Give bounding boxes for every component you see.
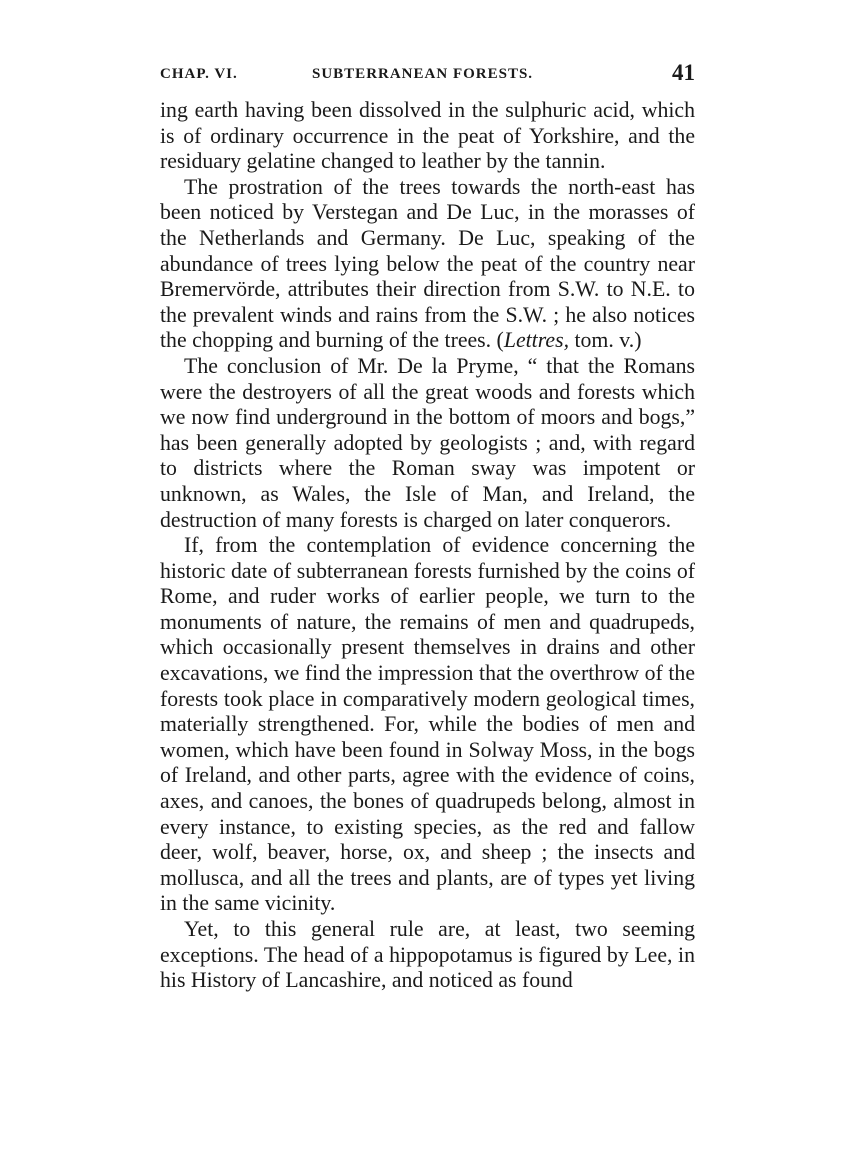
page-number: 41	[672, 60, 695, 85]
citation-open: (	[491, 328, 504, 353]
body-text	[160, 98, 695, 994]
chapter-label: CHAP. VI.	[160, 66, 238, 82]
citation-title: Lettres,	[503, 328, 570, 353]
paragraph-evidence: If, from the contemplation of evidence concerning the historic date of subterranean forests furnished by the coins of Rome, and ruder works of earlier people, we turn to the monuments of nature, the remains of men and quadrupeds, which occasionally present themselves in drains and other excavations, we find the impression that the overthrow of the forests took place in comparatively modern geological times, materially strengthened. For, while the bodies of men and women, which have been found in Solway Moss, in the bogs of Ireland, and other parts, agree with the evidence of coins, axes, and canoes, the bones of quadrupeds belong, almost in every instance, to existing species, as the red and fallow deer, wolf, beaver, horse, ox, and sheep ; the insects and mollusca, and all the trees and plants, are of types yet living in the same vicinity.	[160, 533, 695, 916]
paragraph-exceptions: Yet, to this general rule are, at least, two seeming exceptions. The head of a hippopotamus is figured by Lee, in his History of Lancashire, and noticed as found	[160, 917, 695, 993]
running-head	[160, 60, 695, 90]
paragraph-continuation: ing earth having been dissolved in the sulphuric acid, which is of ordinary occurrence in the peat of Yorkshire, and the residuary gelatine changed to leather by the tannin.	[160, 98, 695, 174]
paragraph-de-la-pryme: The conclusion of Mr. De la Pryme, “ that the Romans were the destroyers of all the great woods and forests which we now find underground in the bottom of moors and bogs,” has been generally adopted by geologists ; and, with regard to districts where the Roman sway was impotent or unknown, as Wales, the Isle of Man, and Ireland, the destruction of many forests is charged on later conquerors.	[160, 353, 695, 532]
citation-rest: tom. v.)	[569, 328, 642, 353]
paragraph-prostration-text: The prostration of the trees towards the north-east has been noticed by Verstegan and De Luc, in the morasses of the Netherlands and Germany. De Luc, speaking of the abundance of trees lying below the peat of the country near Bremervörde, attributes their direction from S.W. to N.E. to the prevalent winds and rains from the S.W. ; he also notices the chopping and burning of the trees.	[160, 174, 695, 353]
paragraph-prostration	[160, 175, 695, 354]
running-title: SUBTERRANEAN FORESTS.	[312, 66, 534, 82]
